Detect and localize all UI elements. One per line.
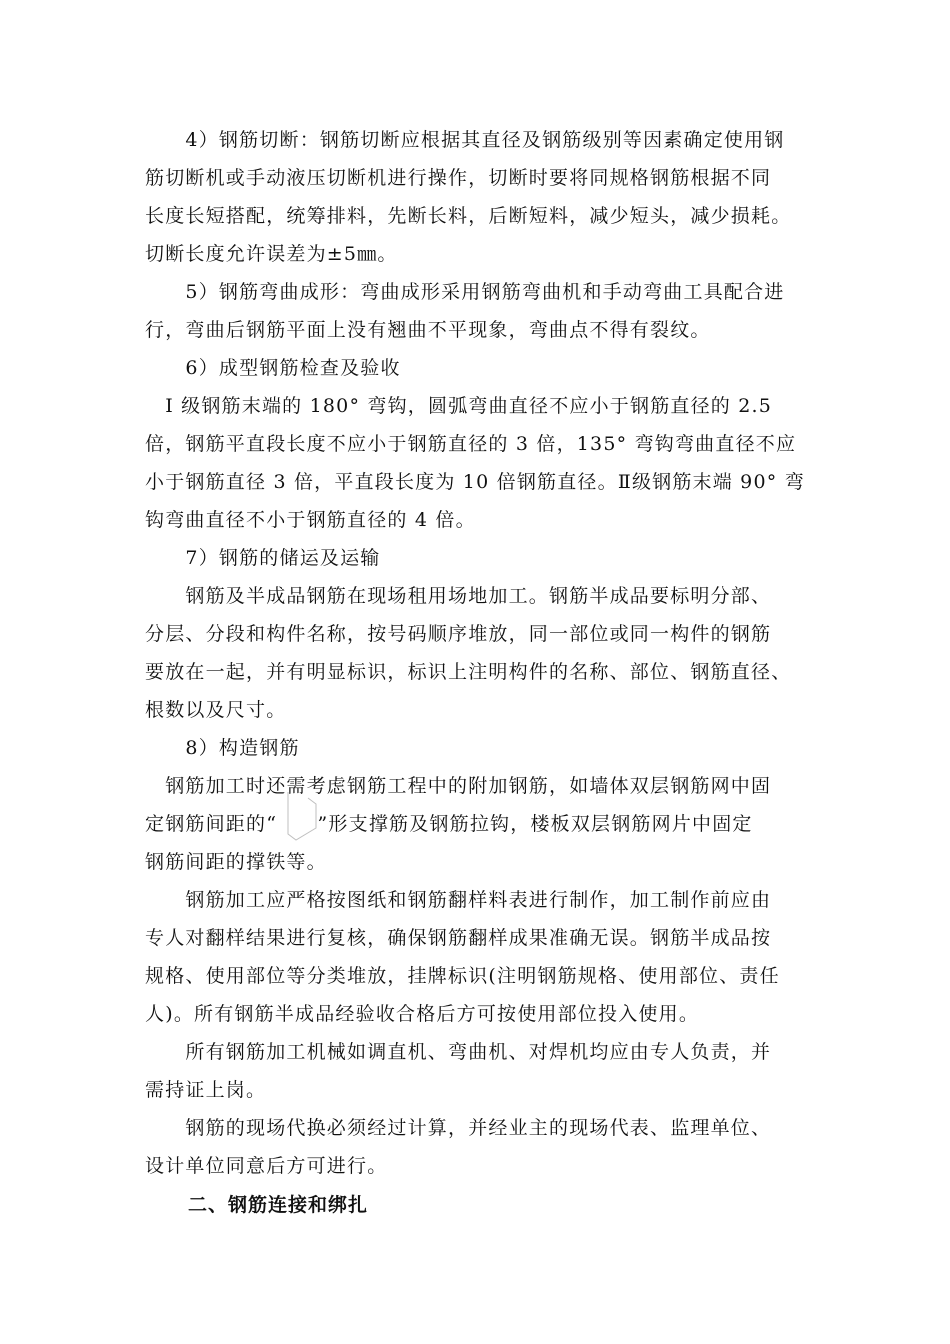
- paragraph-line: 钢筋加工时还需考虑钢筋工程中的附加钢筋，如墙体双层钢筋网中固: [145, 775, 772, 797]
- paragraph-line: 行，弯曲后钢筋平面上没有翘曲不平现象，弯曲点不得有裂纹。: [145, 319, 711, 341]
- subheading-line: 6）成型钢筋检查及验收: [145, 357, 401, 379]
- paragraph-line: 根数以及尺寸。: [145, 699, 287, 721]
- paragraph-line: 钢筋加工应严格按图纸和钢筋翻样料表进行制作，加工制作前应由: [145, 889, 772, 911]
- section-heading: 二、钢筋连接和绑扎: [188, 1194, 369, 1216]
- paragraph-line: 要放在一起，并有明显标识，标识上注明构件的名称、部位、钢筋直径、: [145, 661, 792, 683]
- paragraph-line: 钩弯曲直径不小于钢筋直径的 4 倍。: [145, 509, 476, 531]
- paragraph-line: 专人对翻样结果进行复核，确保钢筋翻样成果准确无误。钢筋半成品按: [145, 927, 772, 949]
- paragraph-line: Ⅰ 级钢筋末端的 180° 弯钩，圆弧弯曲直径不应小于钢筋直径的 2.5: [145, 395, 773, 417]
- paragraph-line: 小于钢筋直径 3 倍，平直段长度为 10 倍钢筋直径。Ⅱ级钢筋末端 90° 弯: [145, 471, 805, 493]
- paragraph-line: 所有钢筋加工机械如调直机、弯曲机、对焊机均应由专人负责，并: [145, 1041, 772, 1063]
- support-bar-shape-icon: [286, 790, 326, 842]
- subheading-line: 8）构造钢筋: [145, 737, 300, 759]
- paragraph-line: 设计单位同意后方可进行。: [145, 1155, 388, 1177]
- paragraph-line: 钢筋的现场代换必须经过计算，并经业主的现场代表、监理单位、: [145, 1117, 772, 1139]
- subheading-line: 7）钢筋的储运及运输: [145, 547, 381, 569]
- paragraph-line: 钢筋间距的撑铁等。: [145, 851, 327, 873]
- paragraph-line: 筋切断机或手动液压切断机进行操作，切断时要将同规格钢筋根据不同: [145, 167, 772, 189]
- paragraph-line: 人)。所有钢筋半成品经验收合格后方可按使用部位投入使用。: [145, 1003, 700, 1025]
- paragraph-line: 规格、使用部位等分类堆放，挂牌标识(注明钢筋规格、使用部位、责任: [145, 965, 780, 987]
- paragraph-line: 需持证上岗。: [145, 1079, 267, 1101]
- paragraph-line: 分层、分段和构件名称，按号码顺序堆放，同一部位或同一构件的钢筋: [145, 623, 772, 645]
- paragraph-line: 钢筋及半成品钢筋在现场租用场地加工。钢筋半成品要标明分部、: [145, 585, 772, 607]
- paragraph-line: 切断长度允许误差为±5㎜。: [145, 243, 398, 265]
- paragraph-line: 定钢筋间距的“ ”形支撑筋及钢筋拉钩，楼板双层钢筋网片中固定: [145, 813, 753, 835]
- paragraph-line: 倍，钢筋平直段长度不应小于钢筋直径的 3 倍，135° 弯钩弯曲直径不应: [145, 433, 797, 455]
- paragraph-line: 5）钢筋弯曲成形：弯曲成形采用钢筋弯曲机和手动弯曲工具配合进: [145, 281, 785, 303]
- paragraph-line: 长度长短搭配，统筹排料，先断长料，后断短料，减少短头，减少损耗。: [145, 205, 792, 227]
- paragraph-line: 4）钢筋切断：钢筋切断应根据其直径及钢筋级别等因素确定使用钢: [145, 129, 785, 151]
